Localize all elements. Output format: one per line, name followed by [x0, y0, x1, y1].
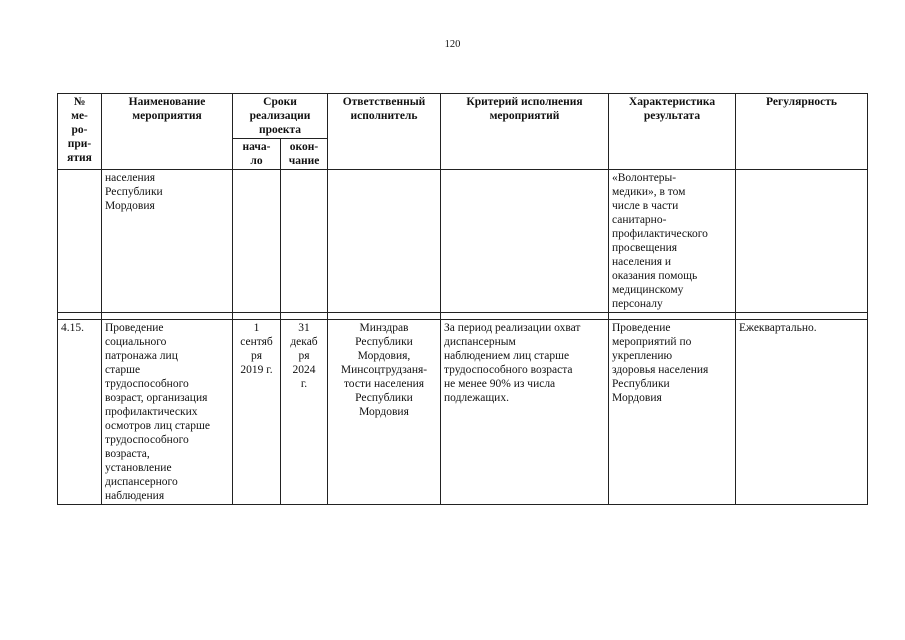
cell-criterion: За период реализации охват диспансерным наблюдением лиц старше трудоспособного возраста не менее 90% из числа подлежащих.: [441, 320, 609, 505]
cell-end: [281, 170, 328, 313]
cell-regularity: Ежеквартально.: [736, 320, 868, 505]
spacer-cell: [233, 313, 281, 320]
table-row: [58, 170, 868, 313]
cell-activity-name: населения Республики Мордовия: [102, 170, 233, 313]
spacer-cell: [281, 313, 328, 320]
cell-activity-name: Проведение социального патронажа лиц старше трудоспособного возраст, организация профилактических осмотров лиц старше трудоспособного возраста, установление диспансерного наблюдения: [102, 320, 233, 505]
cell-end: 31 декаб ря 2024 г.: [281, 320, 328, 505]
cell-regularity: [736, 170, 868, 313]
cell-responsible: [328, 170, 441, 313]
spacer-cell: [736, 313, 868, 320]
table-row-spacer: [58, 313, 868, 320]
spacer-cell: [441, 313, 609, 320]
header-criterion: Критерий исполнения мероприятий: [441, 94, 609, 170]
page-number: 120: [444, 39, 461, 50]
header-number: № ме- ро- при- ятия: [58, 94, 102, 170]
spacer-cell: [58, 313, 102, 320]
spacer-cell: [328, 313, 441, 320]
header-responsible: Ответственный исполнитель: [328, 94, 441, 170]
header-implementation-terms: Сроки реализации проекта: [233, 94, 328, 139]
cell-start: [233, 170, 281, 313]
table-row: [58, 320, 868, 505]
header-row: [58, 94, 868, 139]
cell-number: [58, 170, 102, 313]
header-activity-name: Наименование мероприятия: [102, 94, 233, 170]
activities-table: [57, 93, 868, 505]
header-start: нача- ло: [233, 139, 281, 170]
cell-number: 4.15.: [58, 320, 102, 505]
cell-responsible: Минздрав Республики Мордовия, Минсоцтрудзаня- тости населения Республики Мордовия: [328, 320, 441, 505]
cell-result: Проведение мероприятий по укреплению здоровья населения Республики Мордовия: [609, 320, 736, 505]
header-regularity: Регулярность: [736, 94, 868, 170]
spacer-cell: [609, 313, 736, 320]
cell-criterion: [441, 170, 609, 313]
cell-start: 1 сентяб ря 2019 г.: [233, 320, 281, 505]
spacer-cell: [102, 313, 233, 320]
header-result: Характеристика результата: [609, 94, 736, 170]
header-end: окон- чание: [281, 139, 328, 170]
cell-result: «Волонтеры- медики», в том числе в части санитарно- профилактического просвещения населения и оказания помощь медицинскому персоналу: [609, 170, 736, 313]
